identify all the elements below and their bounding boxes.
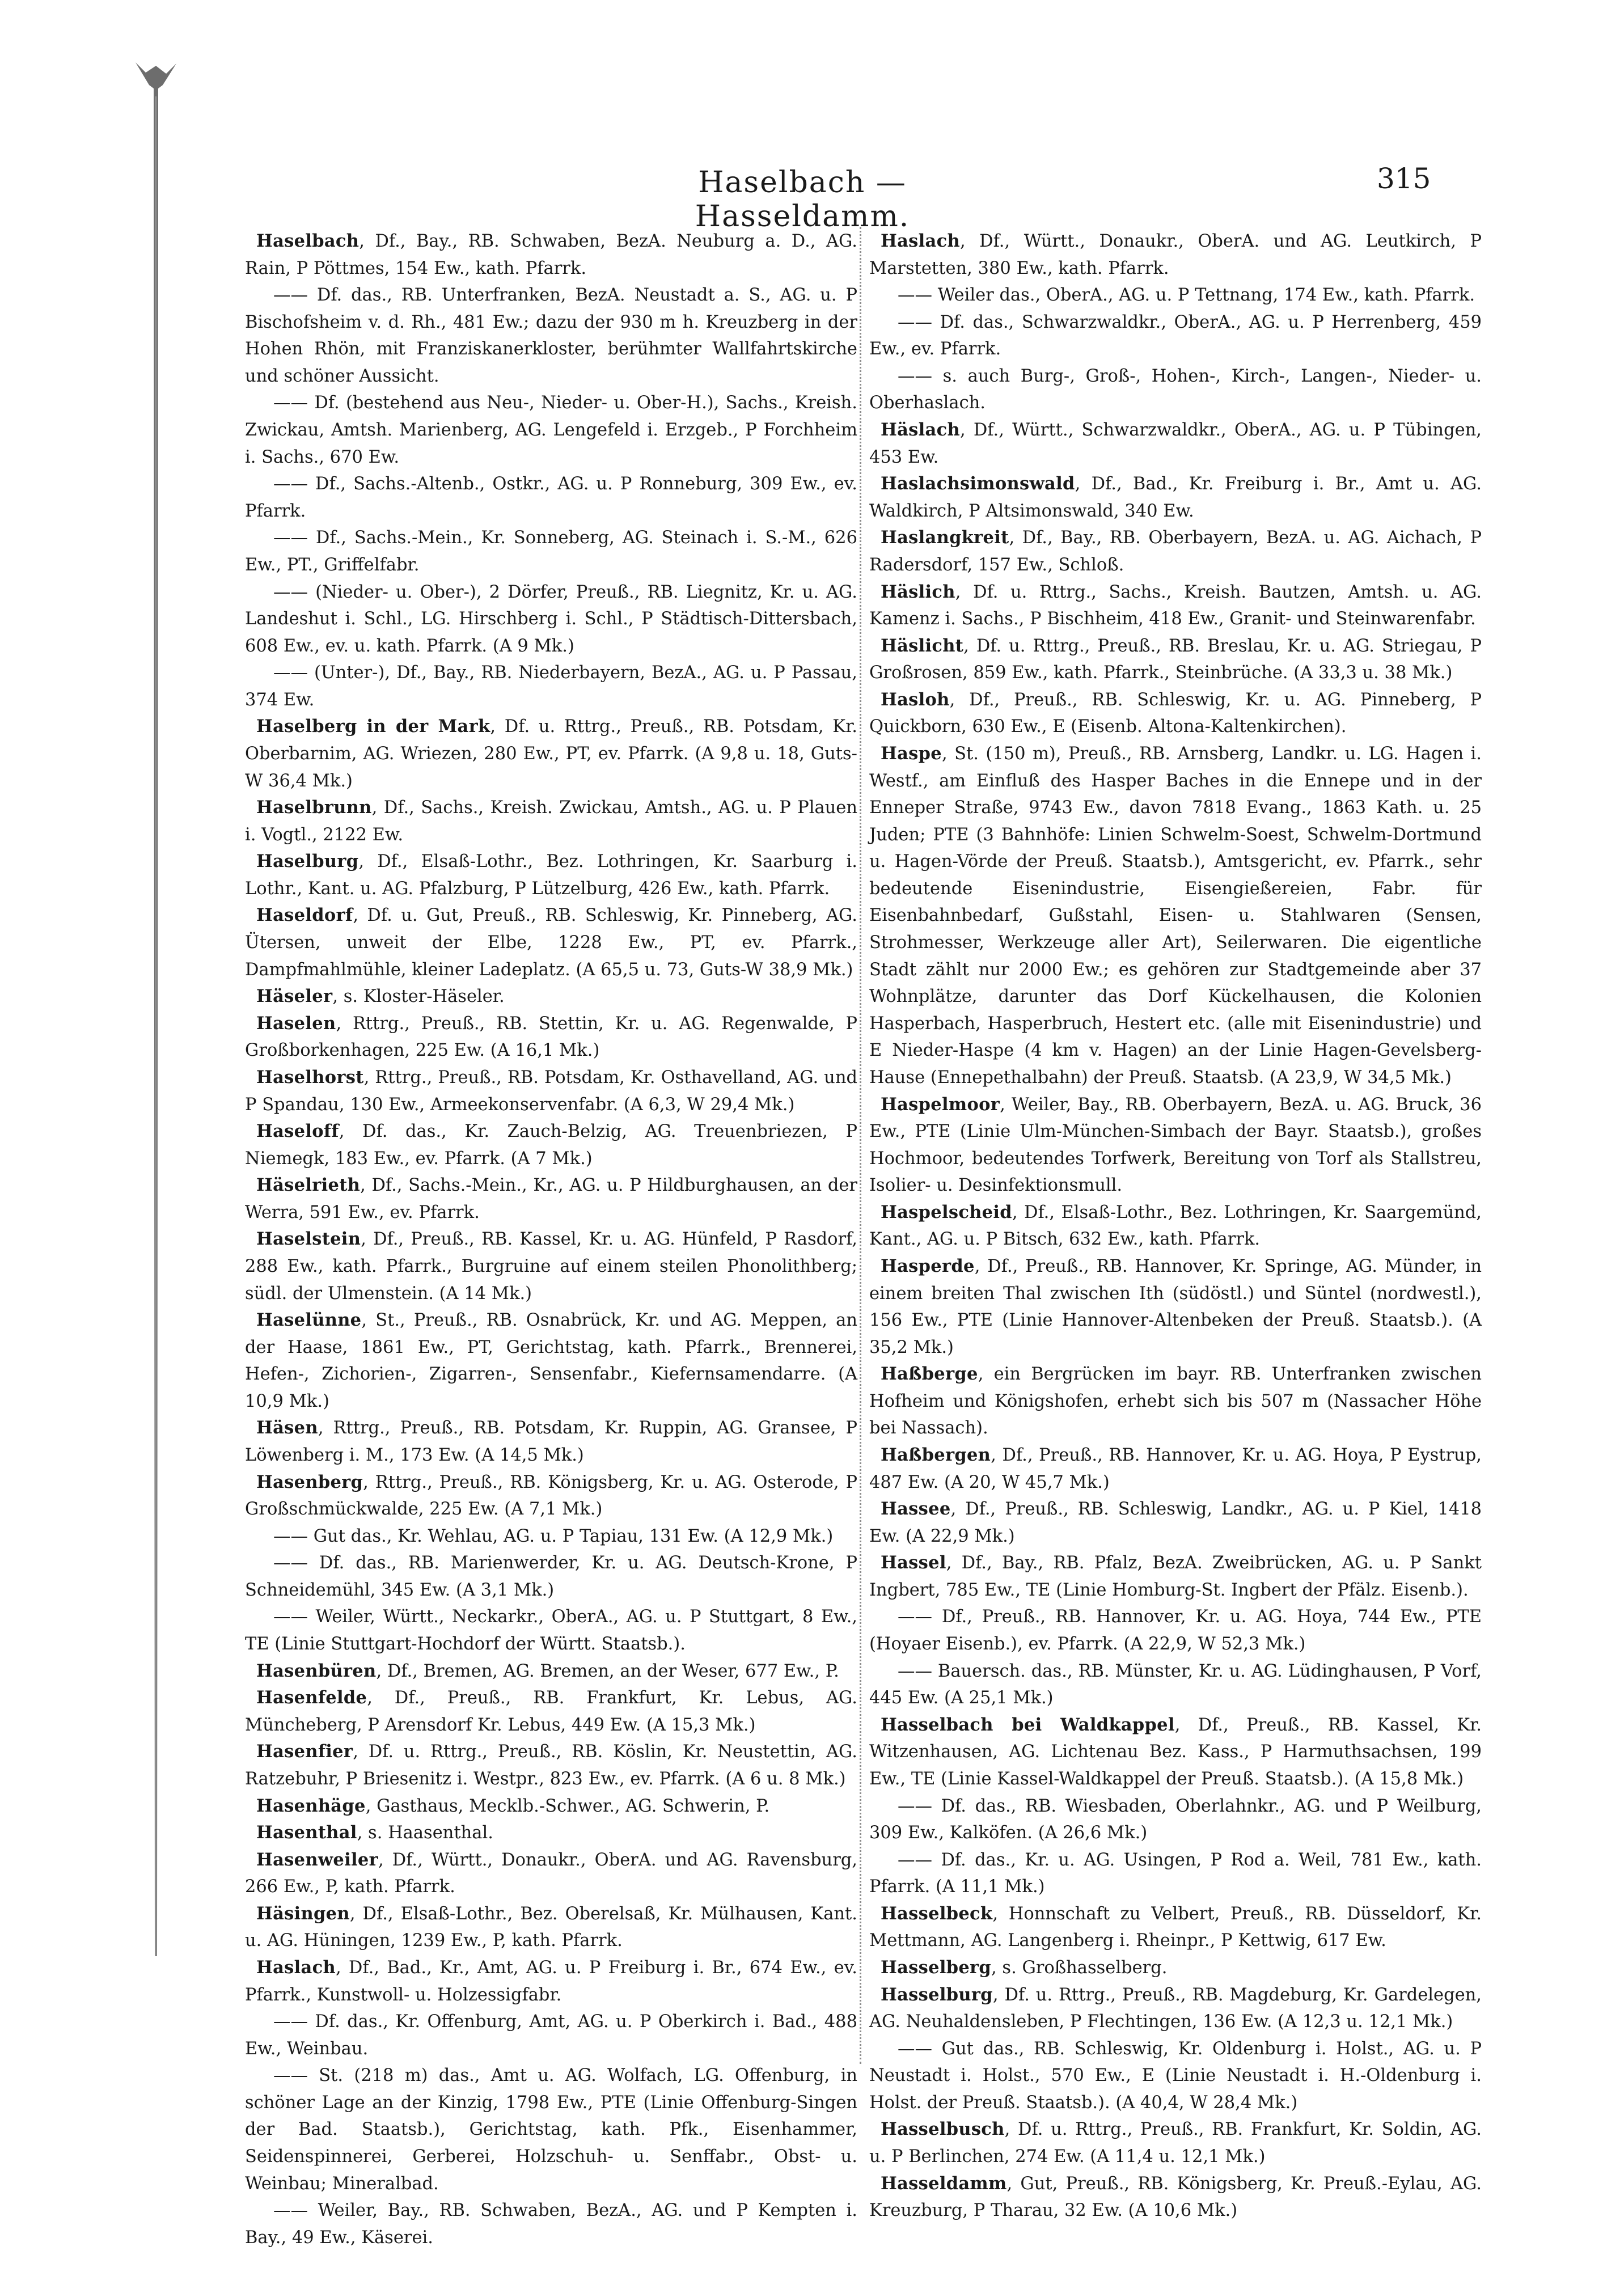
- gazetteer-entry: [245, 2062, 857, 2197]
- gazetteer-entry: [245, 1793, 857, 1820]
- gazetteer-entry: [245, 1550, 857, 1604]
- entry-text: , Df. das., Kr. Zauch-Belzig, AG. Treuenbriezen, P Niemegk, 183 Ew., ev. Pfarrk. (A 7 Mk.): [245, 1122, 857, 1169]
- entry-text: —— (Nieder- u. Ober-), 2 Dörfer, Preuß., RB. Liegnitz, Kr. u. AG. Landeshut i. Schl., LG. Hirschberg i. Schl., P Städtisch-Dittersbach, 608 Ew., ev. u. kath. Pfarrk. (A 9 Mk.): [245, 582, 857, 656]
- entry-text: , Df., Preuß., RB. Hannover, Kr. Springe, AG. Münder, in einem breiten Thal zwischen Ith (südöstl.) und Süntel (nordwestl.), 156 Ew., PTE (Linie Hannover-Altenbeken der Preuß. Staatsb.). (A 35,2 Mk.): [869, 1256, 1482, 1357]
- entry-text: —— Df. das., Schwarzwaldkr., OberA., AG. u. P Herrenberg, 459 Ew., ev. Pfarrk.: [869, 312, 1482, 359]
- entry-text: —— (Unter-), Df., Bay., RB. Niederbayern, BezA., AG. u. P Passau, 374 Ew.: [245, 663, 857, 710]
- gazetteer-entry: [245, 1064, 857, 1118]
- entry-headword: Haselbach: [256, 231, 360, 251]
- entry-headword: Häsingen: [256, 1903, 350, 1924]
- gazetteer-entry: [245, 579, 857, 660]
- gazetteer-entry: [869, 633, 1482, 687]
- gazetteer-entry: [869, 687, 1482, 741]
- gazetteer-entry: [245, 1415, 857, 1469]
- entry-text: , Df., Elsaß-Lothr., Bez. Lothringen, Kr. Saargemünd, Kant., AG. u. P Bitsch, 632 Ew., kath. Pfarrk.: [869, 1202, 1482, 1250]
- entry-headword: Haselburg: [256, 851, 359, 872]
- gazetteer-entry: [869, 1793, 1482, 1847]
- entry-headword: Haslangkreit: [881, 527, 1009, 548]
- gazetteer-entry: [869, 741, 1482, 1091]
- entry-text: , Df., Bay., RB. Schwaben, BezA. Neuburg a. D., AG. Rain, P Pöttmes, 154 Ew., kath. Pfarrk.: [245, 231, 857, 278]
- gazetteer-entry: [245, 1901, 857, 1954]
- entry-text: —— Gut das., Kr. Wehlau, AG. u. P Tapiau, 131 Ew. (A 12,9 Mk.): [273, 1526, 834, 1546]
- entry-text: , Df. u. Rttrg., Sachs., Kreish. Bautzen, Amtsh. u. AG. Kamenz i. Sachs., P Bischheim, 418 Ew., Granit- und Steinwarenfabr.: [869, 582, 1482, 629]
- column-divider: [860, 227, 861, 2064]
- gazetteer-entry: [245, 2197, 857, 2251]
- gazetteer-entry: [869, 524, 1482, 578]
- entry-text: , Rttrg., Preuß., RB. Potsdam, Kr. Ruppin, AG. Gransee, P Löwenberg i. M., 173 Ew. (A 14,5 Mk.): [245, 1418, 857, 1466]
- entry-text: , Weiler, Bay., RB. Oberbayern, BezA. u. AG. Bruck, 36 Ew., PTE (Linie Ulm-München-Simbach der Bayr. Staatsb.), großes Hochmoor, bedeutendes Torfwerk, Bereitung von Torf als Stallstreu, Isolier- u. Desinfektionsmull.: [869, 1094, 1482, 1196]
- entry-text: —— Weiler das., OberA., AG. u. P Tettnang, 174 Ew., kath. Pfarrk.: [898, 285, 1475, 306]
- entry-headword: Haselhorst: [256, 1067, 364, 1088]
- entry-headword: Häsen: [256, 1418, 318, 1439]
- gazetteer-entry: [245, 1847, 857, 1901]
- entry-headword: Hasselbeck: [881, 1903, 993, 1924]
- gazetteer-entry: [245, 1172, 857, 1226]
- entry-text: —— Bauersch. das., RB. Münster, Kr. u. AG. Lüdinghausen, P Vorf, 445 Ew. (A 25,1 Mk.): [869, 1661, 1482, 1708]
- entry-text: , Df., Bay., RB. Pfalz, BezA. Zweibrücken, AG. u. P Sankt Ingbert, 785 Ew., TE (Linie Homburg-St. Ingbert der Pfälz. Eisenb.).: [869, 1553, 1482, 1600]
- entry-text: , Rttrg., Preuß., RB. Potsdam, Kr. Osthavelland, AG. und P Spandau, 130 Ew., Armeekonservenfabr. (A 6,3, W 29,4 Mk.): [245, 1067, 857, 1115]
- entry-headword: Hasenbüren: [256, 1660, 377, 1681]
- gazetteer-entry: [245, 1523, 857, 1550]
- gazetteer-entry: [869, 1658, 1482, 1712]
- gazetteer-entry: [245, 983, 857, 1010]
- entry-text: , Df., Sachs.-Mein., Kr., AG. u. P Hildburghausen, an der Werra, 591 Ew., ev. Pfarrk.: [245, 1175, 857, 1222]
- entry-text: —— Weiler, Württ., Neckarkr., OberA., AG. u. P Stuttgart, 8 Ew., TE (Linie Stuttgart-Hochdorf der Württ. Staatsb.).: [245, 1607, 857, 1655]
- gazetteer-entry: [245, 902, 857, 983]
- entry-text: , Gasthaus, Mecklb.-Schwer., AG. Schwerin, P.: [365, 1796, 770, 1816]
- gazetteer-entry: [869, 309, 1482, 363]
- entry-text: , Df., Bad., Kr. Freiburg i. Br., Amt u. AG. Waldkirch, P Altsimonswald, 340 Ew.: [869, 474, 1482, 521]
- entry-headword: Hassel: [881, 1552, 946, 1573]
- entry-text: , Rttrg., Preuß., RB. Königsberg, Kr. u. AG. Osterode, P Großschmückwalde, 225 Ew. (A 7,1 Mk.): [245, 1472, 857, 1520]
- gazetteer-entry: [869, 1712, 1482, 1793]
- page-number: 315: [1377, 162, 1431, 195]
- entry-text: , Df., Sachs., Kreish. Zwickau, Amtsh., AG. u. P Plauen i. Vogtl., 2122 Ew.: [245, 798, 857, 845]
- entry-text: —— Df., Sachs.-Mein., Kr. Sonneberg, AG. Steinach i. S.-M., 626 Ew., PT., Griffelfabr.: [245, 528, 857, 575]
- entry-headword: Häseler: [256, 986, 333, 1007]
- gazetteer-entry: [869, 2036, 1482, 2117]
- entry-headword: Hasselbach bei Waldkappel: [881, 1714, 1175, 1735]
- entry-headword: Hasseldamm: [881, 2173, 1007, 2194]
- entry-headword: Haselen: [256, 1013, 336, 1034]
- entry-headword: Haslach: [256, 1957, 336, 1978]
- entry-text: , Df., Preuß., RB. Schleswig, Kr. u. AG. Pinneberg, P Quickborn, 630 Ew., E (Eisenb. Altona-Kaltenkirchen).: [869, 689, 1482, 737]
- entry-text: , ein Bergrücken im bayr. RB. Unterfranken zwischen Hofheim und Königshofen, erhebt sich bis 507 m (Nassacher Höhe bei Nassach).: [869, 1364, 1482, 1439]
- entry-headword: Hasselberg: [881, 1957, 992, 1978]
- gazetteer-entry: [245, 390, 857, 471]
- entry-text: , Df., Preuß., RB. Kassel, Kr. u. AG. Hünfeld, P Rasdorf, 288 Ew., kath. Pfarrk., Burgruine auf einem steilen Phonolithberg; südl. der Ulmenstein. (A 14 Mk.): [245, 1229, 857, 1304]
- entry-headword: Hasenberg: [256, 1471, 363, 1492]
- entry-text: , Df., Bad., Kr., Amt, AG. u. P Freiburg i. Br., 674 Ew., ev. Pfarrk., Kunstwoll- u. Holzessigfabr.: [245, 1958, 857, 2005]
- gazetteer-entry: [869, 1199, 1482, 1253]
- entry-text: , Df., Württ., Donaukr., OberA. und AG. Ravensburg, 266 Ew., P, kath. Pfarrk.: [245, 1850, 857, 1897]
- gazetteer-entry: [869, 1550, 1482, 1604]
- entry-text: —— St. (218 m) das., Amt u. AG. Wolfach, LG. Offenburg, in schöner Lage an der Kinzig, 1798 Ew., PTE (Linie Offenburg-Singen der Bad. Staatsb.), Gerichtstag, kath. Pfk., Eisenhammer, Seidenspinnerei, Gerberei, Holzschuh- u. Senffabr., Obst- u. Weinbau; Mineralbad.: [245, 2066, 857, 2194]
- gazetteer-entry: [869, 579, 1482, 633]
- gazetteer-entry: [869, 1901, 1482, 1954]
- entry-headword: Hasperde: [881, 1255, 975, 1276]
- running-head: Haselbach — Hasseldamm.: [695, 166, 910, 234]
- entry-text: , Df., Elsaß-Lothr., Bez. Lothringen, Kr. Saarburg i. Lothr., Kant. u. AG. Pfalzburg, P Lützelburg, 426 Ew., kath. Pfarrk.: [245, 852, 857, 899]
- entry-text: , Df. u. Rttrg., Preuß., RB. Breslau, Kr. u. AG. Striegau, P Großrosen, 859 Ew., kath. Pfarrk., Steinbrüche. (A 33,3 u. 38 Mk.): [869, 636, 1482, 683]
- gazetteer-entry: [245, 1118, 857, 1172]
- gazetteer-entry: [245, 228, 857, 282]
- entry-text: —— Df. das., Kr. u. AG. Usingen, P Rod a. Weil, 781 Ew., kath. Pfarrk. (A 11,1 Mk.): [869, 1850, 1482, 1897]
- entry-text: , Df., Bremen, AG. Bremen, an der Weser, 677 Ew., P.: [376, 1661, 839, 1681]
- entry-text: , s. Kloster-Häseler.: [332, 987, 505, 1007]
- gazetteer-entry: [869, 228, 1482, 282]
- entry-headword: Haslach: [881, 231, 960, 251]
- entry-headword: Hassee: [881, 1499, 951, 1520]
- entry-text: , Df. u. Rttrg., Preuß., RB. Frankfurt, Kr. Soldin, AG. u. P Berlinchen, 274 Ew. (A 11,4 u. 12,1 Mk.): [869, 2119, 1482, 2167]
- gazetteer-entry: [869, 2116, 1482, 2170]
- gazetteer-entry: [245, 848, 857, 902]
- entry-headword: Haseloff: [256, 1121, 339, 1142]
- entry-headword: Haselünne: [256, 1310, 362, 1331]
- entry-headword: Haspe: [881, 743, 942, 764]
- gazetteer-entry: [245, 794, 857, 848]
- gazetteer-entry: [869, 471, 1482, 524]
- entry-headword: Haßbergen: [881, 1445, 991, 1466]
- left-column: [245, 228, 857, 2251]
- entry-text: —— Df., Preuß., RB. Hannover, Kr. u. AG. Hoya, 744 Ew., PTE (Hoyaer Eisenb.), ev. Pfarrk. (A 22,9, W 52,3 Mk.): [869, 1607, 1482, 1655]
- gazetteer-entry: [245, 282, 857, 390]
- gazetteer-entry: [245, 524, 857, 578]
- entry-headword: Haselberg in der Mark: [256, 716, 490, 737]
- gazetteer-entry: [869, 2171, 1482, 2224]
- gazetteer-entry: [245, 1820, 857, 1847]
- entry-headword: Häslich: [881, 581, 955, 602]
- entry-text: , Df., Preuß., RB. Hannover, Kr. u. AG. Hoya, P Eystrup, 487 Ew. (A 20, W 45,7 Mk.): [869, 1445, 1482, 1492]
- entry-text: , Df., Elsaß-Lothr., Bez. Oberelsaß, Kr. Mülhausen, Kant. u. AG. Hüningen, 1239 Ew., P, kath. Pfarrk.: [245, 1903, 857, 1951]
- gazetteer-entry: [869, 363, 1482, 417]
- entry-text: —— s. auch Burg-, Groß-, Hohen-, Kirch-, Langen-, Nieder- u. Oberhaslach.: [869, 366, 1482, 413]
- entry-headword: Häslach: [881, 420, 960, 441]
- entry-text: , Df., Württ., Schwarzwaldkr., OberA., AG. u. P Tübingen, 453 Ew.: [869, 420, 1482, 467]
- entry-headword: Hasselburg: [881, 1984, 993, 2005]
- entry-headword: Hasenweiler: [256, 1849, 378, 1870]
- gazetteer-entry: [869, 1442, 1482, 1496]
- gazetteer-entry: [869, 417, 1482, 471]
- entry-text: —— Df. das., RB. Unterfranken, BezA. Neustadt a. S., AG. u. P Bischofsheim v. d. Rh., 481 Ew.; dazu der 930 m h. Kreuzberg in der Hohen Rhön, mit Franziskanerkloster, berühmter Wallfahrtskirche und schöner Aussicht.: [245, 285, 857, 386]
- entry-text: —— Gut das., RB. Schleswig, Kr. Oldenburg i. Holst., AG. u. P Neustadt i. Holst., 570 Ew., E (Linie Neustadt i. H.-Oldenburg i. Holst. der Preuß. Staatsb.). (A 40,4, W 28,4 Mk.): [869, 2038, 1482, 2113]
- gazetteer-entry: [245, 1226, 857, 1307]
- entry-text: , Honnschaft zu Velbert, Preuß., RB. Düsseldorf, Kr. Mettmann, AG. Langenberg i. Rheinpr., P Kettwig, 617 Ew.: [869, 1903, 1482, 1951]
- gazetteer-entry: [245, 471, 857, 524]
- entry-headword: Hasenthal: [256, 1822, 357, 1843]
- gazetteer-entry: [869, 1982, 1482, 2036]
- page-binding-edge: [133, 62, 179, 1956]
- entry-text: —— Df. das., RB. Wiesbaden, Oberlahnkr., AG. und P Weilburg, 309 Ew., Kalköfen. (A 26,6 Mk.): [869, 1796, 1482, 1843]
- gazetteer-entry: [245, 1685, 857, 1738]
- entry-headword: Häselrieth: [256, 1175, 361, 1196]
- entry-text: , Df. u. Rttrg., Preuß., RB. Potsdam, Kr. Oberbarnim, AG. Wriezen, 280 Ew., PT, ev. Pfarrk. (A 9,8 u. 18, Guts-W 36,4 Mk.): [245, 717, 857, 791]
- gazetteer-entry: [245, 659, 857, 713]
- entry-text: , Df., Württ., Donaukr., OberA. und AG. Leutkirch, P Marstetten, 380 Ew., kath. Pfarrk.: [869, 231, 1482, 278]
- entry-text: , St. (150 m), Preuß., RB. Arnsberg, Landkr. u. LG. Hagen i. Westf., am Einfluß des Hasper Baches in die Ennepe und in der Enneper Straße, 9743 Ew., davon 7818 Evang., 1863 Kath. u. 25 Juden; PTE (3 Bahnhöfe: Linien Schwelm-Soest, Schwelm-Dortmund u. Hagen-Vörde der Preuß. Staatsb.), Amtsgericht, ev. Pfarrk., sehr bedeutende Eisenindustrie, Eisengießereien, Fabr. für Eisenbahnbedarf, Gußstahl, Eisen- u. Stahlwaren (Sensen, Strohmesser, Werkzeuge aller Art), Seilerwaren. Die eigentliche Stadt zählt nur 2000 Ew.; es gehören zur Stadtgemeinde aber 37 Wohnplätze, darunter das Dorf Kückelhausen, die Kolonien Hasperbach, Hasperbruch, Hestert etc. (alle mit Eisenindustrie) und E Nieder-Haspe (4 km v. Hagen) an der Linie Hagen-Gevelsberg-Hause (Ennepethalbahn) der Preuß. Staatsb. (A 23,9, W 34,5 Mk.): [869, 743, 1482, 1088]
- entry-headword: Haspelmoor: [881, 1094, 1000, 1115]
- entry-headword: Haßberge: [881, 1364, 978, 1385]
- right-column: [869, 228, 1482, 2224]
- gazetteer-entry: [869, 1847, 1482, 1901]
- entry-headword: Haseldorf: [256, 905, 353, 926]
- entry-text: , s. Haasenthal.: [357, 1823, 493, 1843]
- entry-text: , Df., Preuß., RB. Kassel, Kr. Witzenhausen, AG. Lichtenau Bez. Kass., P Harmuthsachsen, 199 Ew., TE (Linie Kassel-Waldkappel der Preuß. Staatsb.). (A 15,8 Mk.): [869, 1715, 1482, 1789]
- entry-text: —— Weiler, Bay., RB. Schwaben, BezA., AG. und P Kempten i. Bay., 49 Ew., Käserei.: [245, 2201, 857, 2248]
- entry-text: —— Df., Sachs.-Altenb., Ostkr., AG. u. P Ronneburg, 309 Ew., ev. Pfarrk.: [245, 474, 857, 521]
- gazetteer-entry: [245, 713, 857, 794]
- gazetteer-entry: [869, 1253, 1482, 1361]
- entry-text: , Df., Bay., RB. Oberbayern, BezA. u. AG. Aichach, P Radersdorf, 157 Ew., Schloß.: [869, 528, 1482, 575]
- entry-text: —— Df. das., RB. Marienwerder, Kr. u. AG. Deutsch-Krone, P Schneidemühl, 345 Ew. (A 3,1 Mk.): [245, 1553, 857, 1600]
- gazetteer-entry: [245, 1738, 857, 1792]
- gazetteer-entry: [245, 1658, 857, 1685]
- gazetteer-entry: [245, 1604, 857, 1657]
- gazetteer-entry: [869, 282, 1482, 309]
- gazetteer-entry: [245, 1307, 857, 1415]
- gazetteer-entry: [869, 1361, 1482, 1442]
- entry-headword: Häslicht: [881, 635, 964, 656]
- entry-text: , Rttrg., Preuß., RB. Stettin, Kr. u. AG. Regenwalde, P Großborkenhagen, 225 Ew. (A 16,1 Mk.): [245, 1013, 857, 1061]
- gazetteer-entry: [245, 1954, 857, 2008]
- entry-headword: Hasenfelde: [256, 1687, 367, 1708]
- entry-text: , Df. u. Rttrg., Preuß., RB. Magdeburg, Kr. Gardelegen, AG. Neuhaldensleben, P Flechtingen, 136 Ew. (A 12,3 u. 12,1 Mk.): [869, 1985, 1482, 2032]
- gazetteer-entry: [869, 1954, 1482, 1982]
- entry-text: , Df. u. Rttrg., Preuß., RB. Köslin, Kr. Neustettin, AG. Ratzebuhr, P Briesenitz i. Westpr., 823 Ew., ev. Pfarrk. (A 6 u. 8 Mk.): [245, 1742, 857, 1789]
- entry-headword: Haselbrunn: [256, 797, 372, 818]
- gazetteer-entry: [245, 2008, 857, 2062]
- entry-text: —— Df. das., Kr. Offenburg, Amt, AG. u. P Oberkirch i. Bad., 488 Ew., Weinbau.: [245, 2012, 857, 2059]
- gazetteer-entry: [869, 1604, 1482, 1657]
- entry-text: , Gut, Preuß., RB. Königsberg, Kr. Preuß.-Eylau, AG. Kreuzburg, P Tharau, 32 Ew. (A 10,6 Mk.): [869, 2173, 1482, 2221]
- gazetteer-entry: [869, 1091, 1482, 1199]
- entry-text: , St., Preuß., RB. Osnabrück, Kr. und AG. Meppen, an der Haase, 1861 Ew., PT, Gerichtstag, kath. Pfarrk., Brennerei, Hefen-, Zichorien-, Zigarren-, Sensenfabr., Kiefernsamendarre. (A 10,9 Mk.): [245, 1310, 857, 1411]
- entry-text: —— Df. (bestehend aus Neu-, Nieder- u. Ober-H.), Sachs., Kreish. Zwickau, Amtsh. Marienberg, AG. Lengefeld i. Erzgeb., P Forchheim i. Sachs., 670 Ew.: [245, 393, 857, 467]
- entry-headword: Hasloh: [881, 689, 950, 710]
- gazetteer-entry: [245, 1010, 857, 1064]
- entry-headword: Haspelscheid: [881, 1202, 1012, 1222]
- entry-text: , Df. u. Gut, Preuß., RB. Schleswig, Kr. Pinneberg, AG. Ütersen, unweit der Elbe, 1228 Ew., PT, ev. Pfarrk., Dampfmahlmühle, kleiner Ladeplatz. (A 65,5 u. 73, Guts-W 38,9 Mk.): [245, 906, 857, 980]
- entry-headword: Hasselbusch: [881, 2119, 1005, 2140]
- gazetteer-entry: [245, 1469, 857, 1523]
- entry-headword: Haslachsimonswald: [881, 473, 1075, 494]
- entry-headword: Haselstein: [256, 1229, 361, 1250]
- gazetteer-entry: [869, 1496, 1482, 1550]
- entry-headword: Hasenhäge: [256, 1795, 366, 1816]
- entry-text: , Df., Preuß., RB. Schleswig, Landkr., AG. u. P Kiel, 1418 Ew. (A 22,9 Mk.): [869, 1499, 1482, 1546]
- entry-headword: Hasenfier: [256, 1741, 353, 1762]
- entry-text: , s. Großhasselberg.: [991, 1958, 1168, 1978]
- entry-text: , Df., Preuß., RB. Frankfurt, Kr. Lebus, AG. Müncheberg, P Arensdorf Kr. Lebus, 449 Ew. (A 15,3 Mk.): [245, 1688, 857, 1735]
